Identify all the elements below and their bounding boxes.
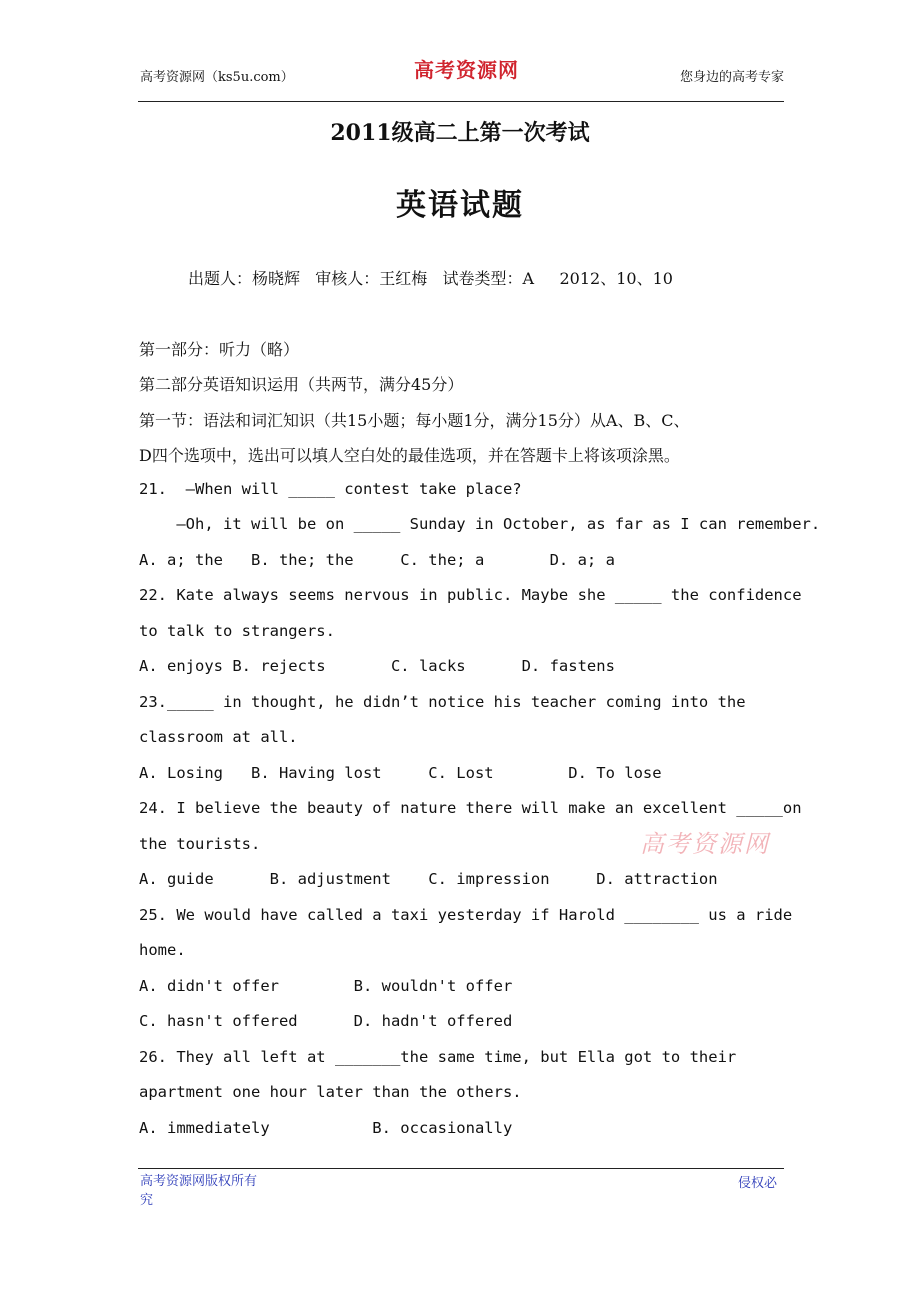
q22-line2: to talk to strangers. — [139, 622, 335, 640]
q26-line1: 26. They all left at _______the same time, but Ella got to their — [139, 1048, 737, 1066]
header-left-text: 高考资源网（ks5u.com） — [140, 70, 294, 85]
q25-options-1: A. didn't offer B. wouldn't offer — [139, 977, 513, 995]
header-logo: 高考资源网 — [414, 58, 519, 82]
footer-right[interactable]: 侵权必 — [738, 1176, 778, 1191]
q24-options: A. guide B. adjustment C. impression D. attraction — [139, 870, 718, 888]
q25-line1: 25. We would have called a taxi yesterday if Harold ________ us a ride — [139, 906, 793, 924]
q22-options: A. enjoys B. rejects C. lacks D. fastens — [139, 657, 615, 675]
q22-line1: 22. Kate always seems nervous in public. Maybe she _____ the confidence — [139, 586, 802, 604]
q23-line2: classroom at all. — [139, 728, 298, 746]
footer-divider — [138, 1168, 784, 1169]
q21-line2: —Oh, it will be on _____ Sunday in October, as far as I can remember. — [139, 515, 821, 533]
footer-left-wrap[interactable]: 究 — [140, 1193, 154, 1208]
q24-line1: 24. I believe the beauty of nature there will make an excellent _____on — [139, 799, 802, 817]
q25-line2: home. — [139, 941, 186, 959]
header-divider — [138, 101, 784, 102]
exam-meta: 出题人：杨晓辉 审核人：王红梅 试卷类型：A 2012、10、10 — [188, 269, 673, 288]
section1-instruction-2: D四个选项中，选出可以填人空白处的最佳选项，并在答题卡上将该项涂黑。 — [139, 446, 680, 465]
footer-left-text[interactable]: 高考资源网版权所有 — [140, 1174, 258, 1189]
q26-line2: apartment one hour later than the others. — [139, 1083, 522, 1101]
exam-title: 2011级高二上第一次考试 — [330, 120, 590, 146]
section1-instruction-1: 第一节：语法和词汇知识（共15小题；每小题1分，满分15分）从A、B、C、 — [139, 411, 690, 430]
footer-left[interactable] — [140, 1172, 280, 1210]
q23-line1: 23._____ in thought, he didn’t notice his teacher coming into the — [139, 693, 746, 711]
q21-line1: 21. —When will _____ contest take place? — [139, 480, 522, 498]
q21-options: A. a; the B. the; the C. the; a D. a; a — [139, 551, 615, 569]
q25-options-2: C. hasn't offered D. hadn't offered — [139, 1012, 513, 1030]
part1-heading: 第一部分：听力（略） — [139, 340, 300, 359]
q26-options: A. immediately B. occasionally — [139, 1119, 513, 1137]
q23-options: A. Losing B. Having lost C. Lost D. To lose — [139, 764, 662, 782]
q24-line2: the tourists. — [139, 835, 261, 853]
part2-heading: 第二部分英语知识运用（共两节，满分45分） — [139, 375, 464, 394]
watermark: 高考资源网 — [640, 830, 770, 858]
exam-subtitle: 英语试题 — [396, 188, 524, 223]
header-right-text: 您身边的高考专家 — [679, 70, 784, 85]
